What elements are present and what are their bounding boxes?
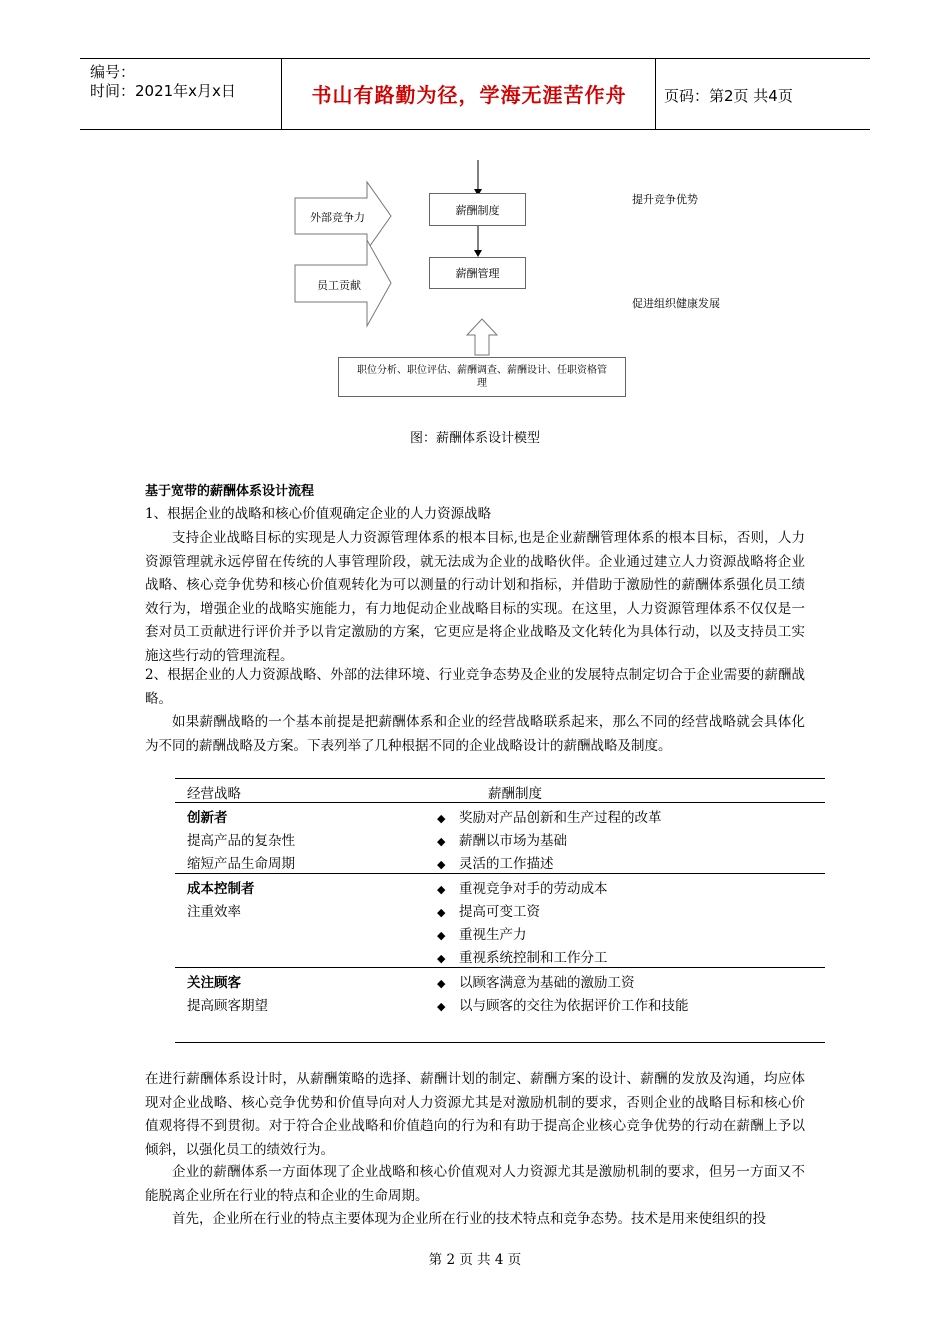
foundation-line-2: 理: [477, 378, 487, 389]
diamond-icon: ◆: [437, 929, 446, 942]
salary-bullet: [437, 806, 662, 826]
salary-item: 提高可变工资: [459, 904, 540, 920]
competitive-advantage-label: 提升竞争优势: [632, 193, 698, 206]
salary-item: 以与顾客的交往为依据评价工作和技能: [459, 998, 689, 1014]
paragraph-4: 企业的薪酬体系一方面体现了企业战略和核心价值观对人力资源尤其是激励机制的要求，但另一方面又不能脱离企业所在行业的特点和企业的生命周期。: [145, 1164, 805, 1204]
salary-bullet: [437, 994, 689, 1014]
figure-caption: 图：薪酬体系设计模型: [409, 431, 540, 446]
diamond-icon: ◆: [437, 906, 446, 919]
paragraph-2: 如果薪酬战略的一个基本前提是把薪酬体系和企业的经营战略联系起来，那么不同的经营战略就会具体化为不同的薪酬战略及方案。下表列举了几种根据不同的企业战略设计的薪酬战略及制度。: [145, 714, 805, 754]
strategy-line: 提高顾客期望: [187, 998, 268, 1014]
header-page-info: 页码：第2页 共4页: [664, 87, 793, 105]
salary-bullet: [437, 900, 540, 920]
header-rule: [175, 802, 825, 803]
salary-item: 奖励对产品创新和生产过程的改革: [459, 810, 662, 826]
foundation-box: [338, 357, 626, 397]
table-top-rule: [175, 778, 825, 779]
column-header-strategy: 经营战略: [187, 786, 241, 802]
salary-management-box: 薪酬管理: [429, 257, 526, 289]
page-footer: 第 2 页 共 4 页: [428, 1252, 522, 1268]
diamond-icon: ◆: [437, 812, 446, 825]
salary-item: 以顾客满意为基础的激励工资: [459, 975, 635, 991]
salary-bullet: [437, 829, 567, 849]
employee-contribution-label: 员工贡献: [317, 279, 361, 292]
diamond-icon: ◆: [437, 858, 446, 871]
group-rule: [175, 967, 825, 968]
strategy-line: 缩短产品生命周期: [187, 856, 295, 872]
section-title: 基于宽带的薪酬体系设计流程: [145, 484, 315, 499]
diamond-icon: ◆: [437, 977, 446, 990]
up-block-arrow: [467, 319, 497, 355]
salary-bullet: [437, 852, 554, 872]
strategy-title: 成本控制者: [187, 881, 255, 897]
salary-item: 重视生产力: [459, 927, 527, 943]
foundation-line-1: 职位分析、职位评估、薪酬调查、薪酬设计、任职资格管: [357, 365, 607, 376]
diamond-icon: ◆: [437, 952, 446, 965]
header-motto: 书山有路勤为径，学海无涯苦作舟: [311, 83, 627, 107]
table-bottom-rule: [175, 1042, 825, 1043]
salary-item: 重视系统控制和工作分工: [459, 950, 608, 966]
paragraph-5: 首先，企业所在行业的特点主要体现为企业所在行业的技术特点和竞争态势。技术是用来使组织的投: [172, 1211, 766, 1227]
group-rule: [175, 873, 825, 874]
item-1: 1、根据企业的战略和核心价值观确定企业的人力资源战略: [145, 506, 492, 522]
column-header-salary: 薪酬制度: [488, 786, 542, 802]
strategy-title: 关注顾客: [187, 975, 241, 991]
paragraph-3: 在进行薪酬体系设计时，从薪酬策略的选择、薪酬计划的制定、薪酬方案的设计、薪酬的发放及沟通，均应体现对企业战略、核心竞争优势和价值导向对人力资源尤其是对激励机制的要求，否则企业的战略目标和核心价值观将得不到贯彻。对于符合企业战略和价值趋向的行为和有助于提高企业核心竞争优势的行动在薪酬上予以倾斜，以强化员工的绩效行为。: [145, 1071, 805, 1158]
healthy-development-label: 促进组织健康发展: [632, 297, 720, 310]
number-label: 编号：: [90, 63, 136, 81]
paragraph-1: 支持企业战略目标的实现是人力资源管理体系的根本目标,也是企业薪酬管理体系的根本目标，否则，人力资源管理就永远停留在传统的人事管理阶段，就无法成为企业的战略伙伴。企业通过建立人力资源战略将企业战略、核心竞争优势和核心价值观转化为可以测量的行动计划和指标，并借助于激励性的薪酬体系强化员工绩效行为，增强企业的战略实施能力，有力地促动企业战略目标的实现。在这里，人力资源管理体系不仅仅是一套对员工贡献进行评价并予以肯定激励的方案，它更应是将企业战略及文化转化为具体行动，以及支持员工实施这些行动的管理流程。: [145, 530, 805, 664]
salary-system-box: 薪酬制度: [429, 193, 526, 226]
diamond-icon: ◆: [437, 1000, 446, 1013]
external-competitiveness-label: 外部竞争力: [310, 211, 365, 224]
middle-arrow-head: [474, 250, 482, 257]
diamond-icon: ◆: [437, 835, 446, 848]
time-label: 时间：2021年x月x日: [90, 82, 236, 100]
salary-bullet: [437, 971, 635, 991]
item-2: 2、根据企业的人力资源战略、外部的法律环境、行业竞争态势及企业的发展特点制定切合于企业需要的薪酬战略。: [145, 667, 805, 707]
diamond-icon: ◆: [437, 883, 446, 896]
salary-item: 薪酬以市场为基础: [459, 833, 567, 849]
strategy-line: 提高产品的复杂性: [187, 833, 295, 849]
strategy-line: 注重效率: [187, 904, 241, 920]
salary-bullet: [437, 946, 608, 966]
salary-bullet: [437, 877, 608, 897]
salary-item: 灵活的工作描述: [459, 856, 554, 872]
strategy-title: 创新者: [187, 810, 228, 826]
salary-item: 重视竞争对手的劳动成本: [459, 881, 608, 897]
salary-bullet: [437, 923, 527, 943]
